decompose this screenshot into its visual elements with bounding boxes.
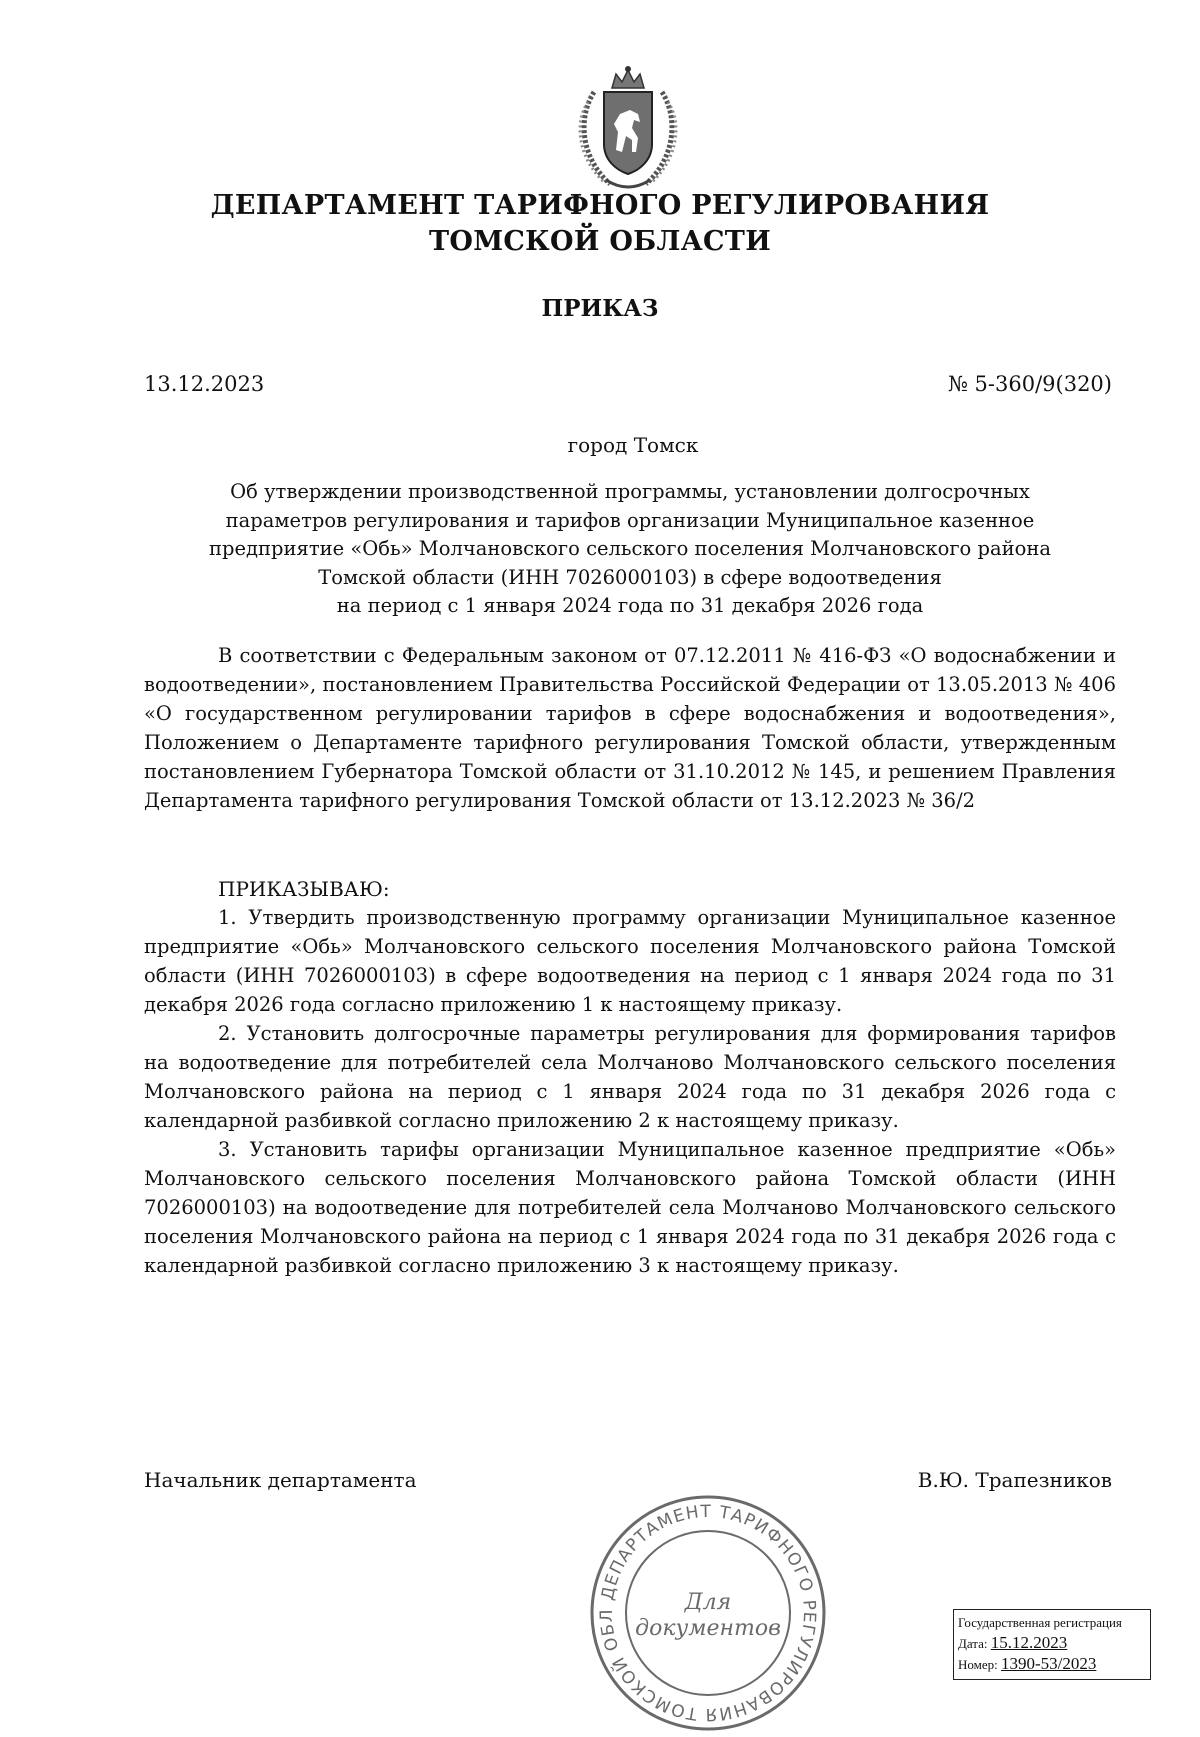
department-title-line1: ДЕПАРТАМЕНТ ТАРИФНОГО РЕГУЛИРОВАНИЯ xyxy=(210,190,990,221)
official-stamp xyxy=(588,1493,828,1733)
registration-date-label: Дата: xyxy=(958,1636,988,1651)
registration-number-label: Номер: xyxy=(958,1657,998,1672)
registration-box xyxy=(953,1609,1151,1680)
coat-of-arms-emblem xyxy=(568,62,688,196)
order-item: 2. Установить долгосрочные параметры регулирования для формирования тарифов на водоотведение для потребителей села Молчаново Молчановского сельского поселения Молчановского района на период с 1 января 2024 года по 31 декабря 2026 года с календарной разбивкой согласно приложению 2 к настоящему приказу. xyxy=(144,1022,1116,1132)
department-title xyxy=(150,188,1050,260)
subject-line: Томской области (ИНН 7026000103) в сфере водоотведения xyxy=(318,565,942,589)
order-date: 13.12.2023 xyxy=(144,372,265,396)
ordering-word: ПРИКАЗЫВАЮ: xyxy=(218,877,390,901)
signatory-name: В.Ю. Трапезников xyxy=(917,1468,1112,1492)
order-item: 1. Утвердить производственную программу организации Муниципальное казенное предприятие «Обь» Молчановского сельского поселения Молчановского района Томской области (ИНН 7026000103) в сфере водоотведения на период с 1 января 2024 года по 31 декабря 2026 года согласно приложению 1 к настоящему приказу. xyxy=(144,906,1116,1016)
subject-line: параметров регулирования и тарифов организации Муниципальное казенное xyxy=(225,508,1035,532)
signatory-position: Начальник департамента xyxy=(144,1468,417,1492)
stamp-outer-text: ДЕПАРТАМЕНТ ТАРИФНОГО РЕГУЛИРОВАНИЯ ТОМСКОЙ ОБЛ xyxy=(596,1501,820,1725)
subject-line: предприятие «Обь» Молчановского сельского поселения Молчановского района xyxy=(209,537,1051,560)
order-number: № 5-360/9(320) xyxy=(948,372,1112,396)
stamp-seal-icon xyxy=(588,1493,828,1733)
order-subject xyxy=(144,478,1116,621)
registration-label: Государственная регистрация xyxy=(958,1615,1122,1630)
registration-date: 15.12.2023 xyxy=(990,1633,1068,1652)
registration-number: 1390-53/2023 xyxy=(1001,1654,1097,1673)
department-title-line2: ТОМСКОЙ ОБЛАСТИ xyxy=(428,226,772,257)
tomsk-coat-of-arms-icon xyxy=(568,62,688,196)
stamp-inner-line1: Для xyxy=(684,1590,732,1615)
document-type-title: ПРИКАЗ xyxy=(541,295,659,322)
registration-date-row xyxy=(958,1633,1146,1654)
subject-line: на период с 1 января 2024 года по 31 декабря 2026 года xyxy=(336,594,924,617)
stamp-inner-line2: документов xyxy=(635,1616,781,1641)
registration-number-row xyxy=(958,1654,1146,1675)
order-city: город Томск xyxy=(567,433,699,457)
order-item: 3. Установить тарифы организации Муниципальное казенное предприятие «Обь» Молчановского сельского поселения Молчановского района Томской области (ИНН 7026000103) на водоотведение для потребителей села Молчаново Молчановского сельского поселения Молчановского района на период с 1 января 2024 года по 31 декабря 2026 года с календарной разбивкой согласно приложению 3 к настоящему приказу. xyxy=(144,1138,1116,1277)
preamble-paragraph: В соответствии с Федеральным законом от 07.12.2011 № 416-ФЗ «О водоснабжении и водоотведении», постановлением Правительства Российской Федерации от 13.05.2013 № 406 «О государственном регулировании тарифов в сфере водоснабжения и водоотведения», Положением о Департаменте тарифного регулирования Томской области, утвержденным постановлением Губернатора Томской области от 31.10.2012 № 145, и решением Правления Департамента тарифного регулирования Томской области от 13.12.2023 № 36/2 xyxy=(144,644,1116,812)
order-items xyxy=(144,903,1116,1280)
subject-line: Об утверждении производственной программы, установлении долгосрочных xyxy=(230,480,1030,503)
